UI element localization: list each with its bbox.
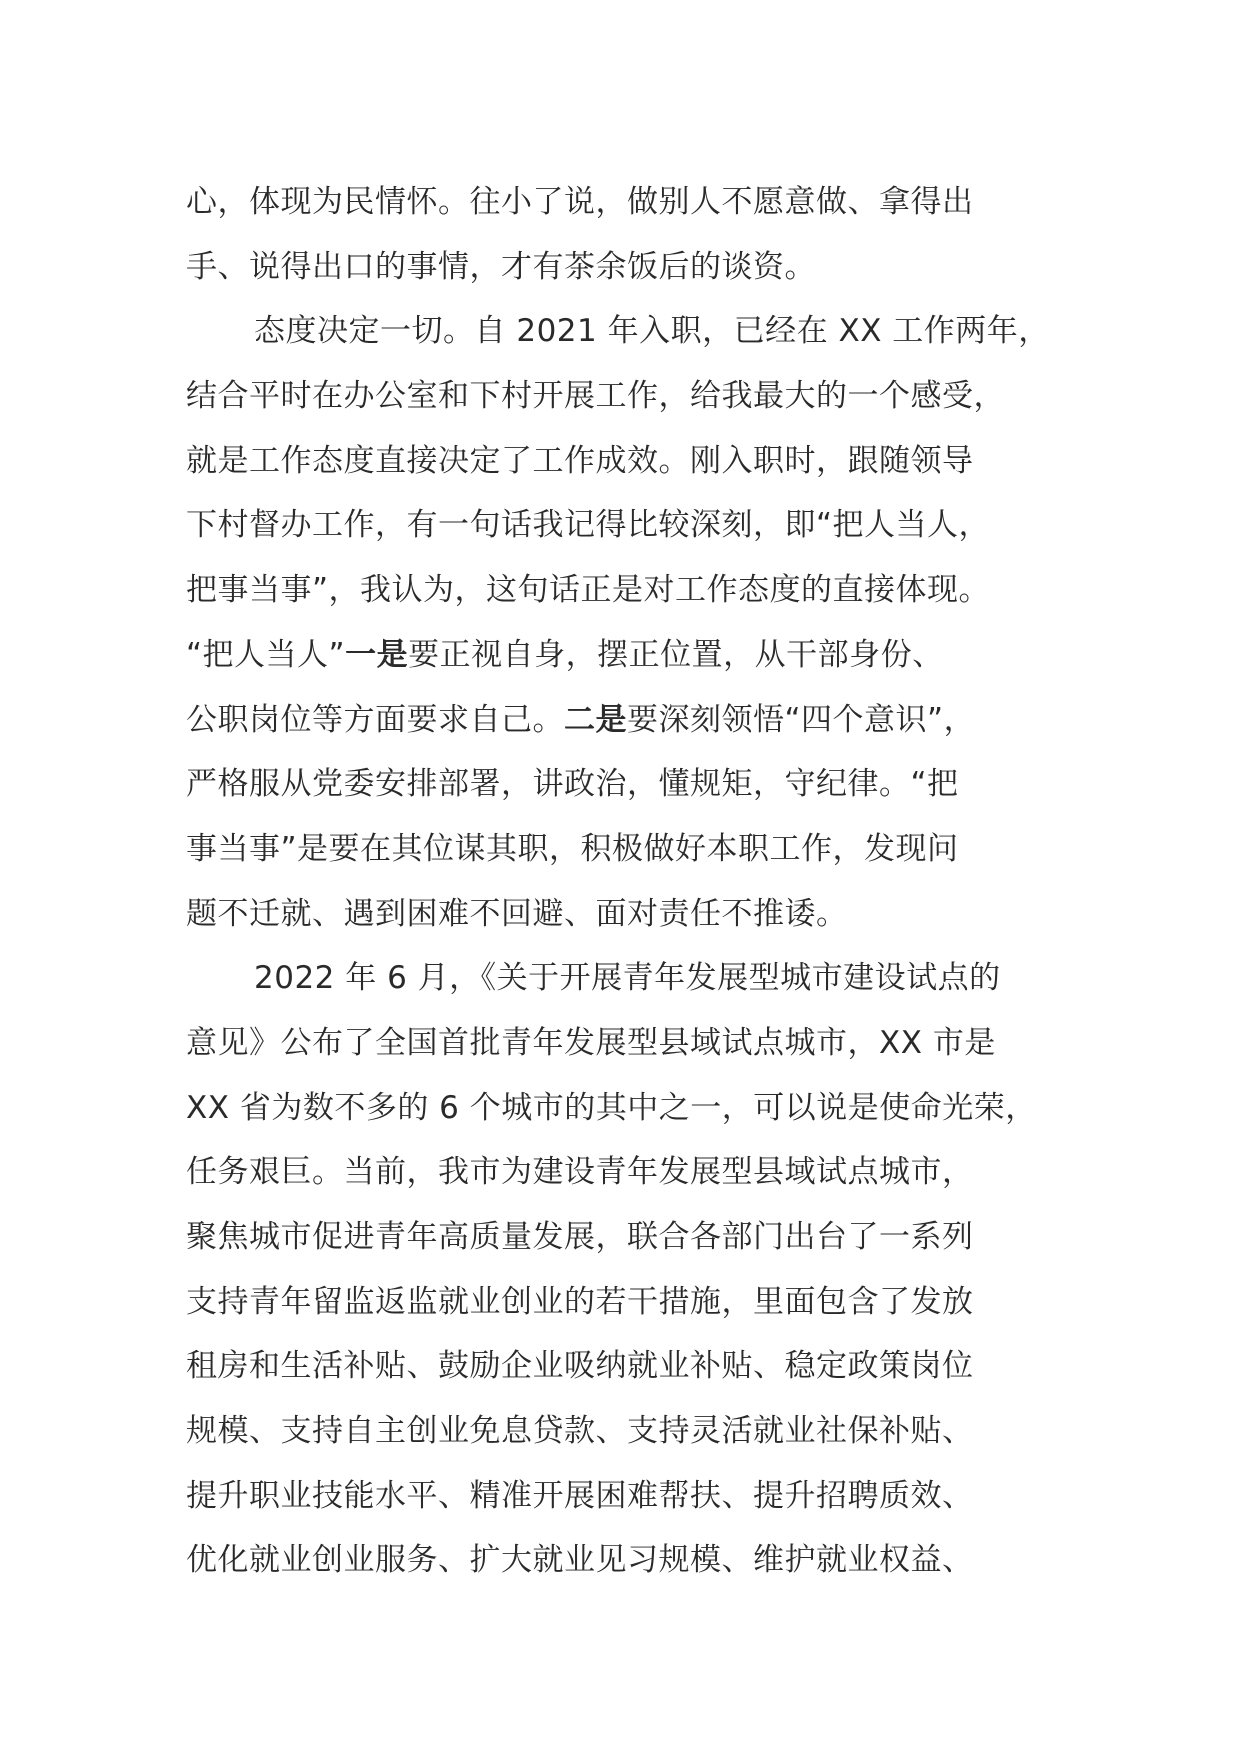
text-line <box>186 752 1086 817</box>
text-segment: XX 省为数不多的 6 个城市的其中之一，可以说是使命光荣， <box>186 1089 1037 1126</box>
text-line <box>186 364 1086 429</box>
text-segment: 事当事”是要在其位谋其职，积极做好本职工作，发现问 <box>186 830 959 867</box>
text-line <box>186 1011 1086 1076</box>
text-segment: 手、说得出口的事情，才有茶余饭后的谈资。 <box>186 248 816 285</box>
text-line <box>186 1205 1086 1270</box>
text-segment: 严格服从党委安排部署，讲政治，懂规矩，守纪律。“把 <box>186 766 959 803</box>
bold-marker-first: 一是 <box>345 636 409 673</box>
text-segment: 要正视自身，摆正位置，从干部身份、 <box>408 636 944 673</box>
text-segment: 公职岗位等方面要求自己。 <box>186 701 564 738</box>
text-line <box>186 688 1086 753</box>
text-segment: 优化就业创业服务、扩大就业见习规模、维护就业权益、 <box>186 1542 974 1579</box>
text-line <box>186 1076 1086 1141</box>
text-segment: 支持青年留监返监就业创业的若干措施，里面包含了发放 <box>186 1283 974 1320</box>
text-line <box>186 429 1086 494</box>
text-segment: 就是工作态度直接决定了工作成效。刚入职时，跟随领导 <box>186 442 974 479</box>
text-line <box>186 1140 1086 1205</box>
text-segment: 把事当事”，我认为，这句话正是对工作态度的直接体现。 <box>186 572 991 609</box>
text-line <box>186 1270 1086 1335</box>
text-segment: 题不迁就、遇到困难不回避、面对责任不推诿。 <box>186 895 848 932</box>
paragraph-start-line <box>186 299 1086 364</box>
text-line <box>186 235 1086 300</box>
paragraph-start-line <box>186 946 1086 1011</box>
text-segment: 心，体现为民情怀。往小了说，做别人不愿意做、拿得出 <box>186 184 974 220</box>
text-segment: 结合平时在办公室和下村开展工作，给我最大的一个感受， <box>186 378 1005 415</box>
document-body <box>186 170 1086 1593</box>
text-segment: 态度决定一切。自 2021 年入职，已经在 XX 工作两年， <box>254 313 1050 350</box>
text-line <box>186 882 1086 947</box>
text-segment: 意见》公布了全国首批青年发展型县域试点城市，XX 市是 <box>186 1024 996 1061</box>
text-segment: 提升职业技能水平、精准开展困难帮扶、提升招聘质效、 <box>186 1477 974 1514</box>
text-line <box>186 1464 1086 1529</box>
text-line <box>186 1399 1086 1464</box>
text-line <box>186 623 1086 688</box>
text-segment: 下村督办工作，有一句话我记得比较深刻，即“把人当人， <box>186 507 991 544</box>
text-segment: 要深刻领悟“四个意识”， <box>627 701 976 738</box>
text-line <box>186 558 1086 623</box>
text-segment: “把人当人” <box>186 636 346 673</box>
text-line <box>186 1528 1086 1593</box>
text-segment: 任务艰巨。当前，我市为建设青年发展型县域试点城市， <box>186 1154 974 1191</box>
text-segment: 聚焦城市促进青年高质量发展，联合各部门出台了一系列 <box>186 1219 974 1255</box>
text-line <box>186 493 1086 558</box>
text-line <box>186 1334 1086 1399</box>
text-segment: 租房和生活补贴、鼓励企业吸纳就业补贴、稳定政策岗位 <box>186 1348 974 1385</box>
text-line <box>186 170 1086 235</box>
text-segment: 2022 年 6 月，《关于开展青年发展型城市建设试点的 <box>254 960 1001 997</box>
text-line <box>186 817 1086 882</box>
text-segment: 规模、支持自主创业免息贷款、支持灵活就业社保补贴、 <box>186 1413 974 1450</box>
bold-marker-second: 二是 <box>564 701 627 738</box>
